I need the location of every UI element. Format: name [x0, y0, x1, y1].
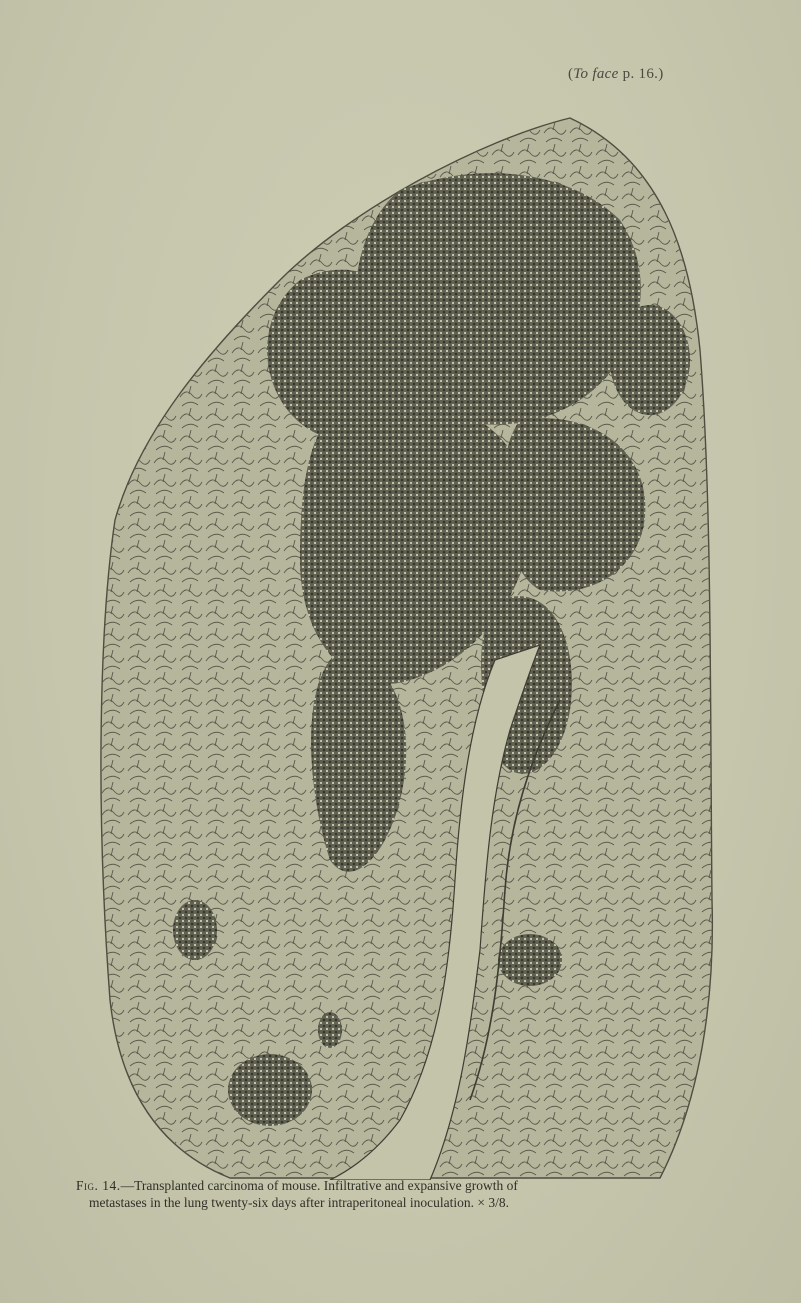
lung-tissue-illustration	[100, 100, 720, 1180]
page-reference-rest: p. 16.)	[618, 66, 664, 82]
page-reference	[568, 66, 664, 83]
caption-line-2: metastases in the lung twenty-six days after intraperitoneal inoculation. × 3/8.	[89, 1195, 510, 1210]
figure-caption	[76, 1177, 726, 1211]
figure-label: Fig. 14.	[76, 1178, 121, 1193]
page-reference-italic: To face	[573, 66, 619, 82]
caption-line-1: —Transplanted carcinoma of mouse. Infiltrative and expansive growth of	[120, 1178, 518, 1193]
page-reference-open: (	[568, 66, 574, 82]
